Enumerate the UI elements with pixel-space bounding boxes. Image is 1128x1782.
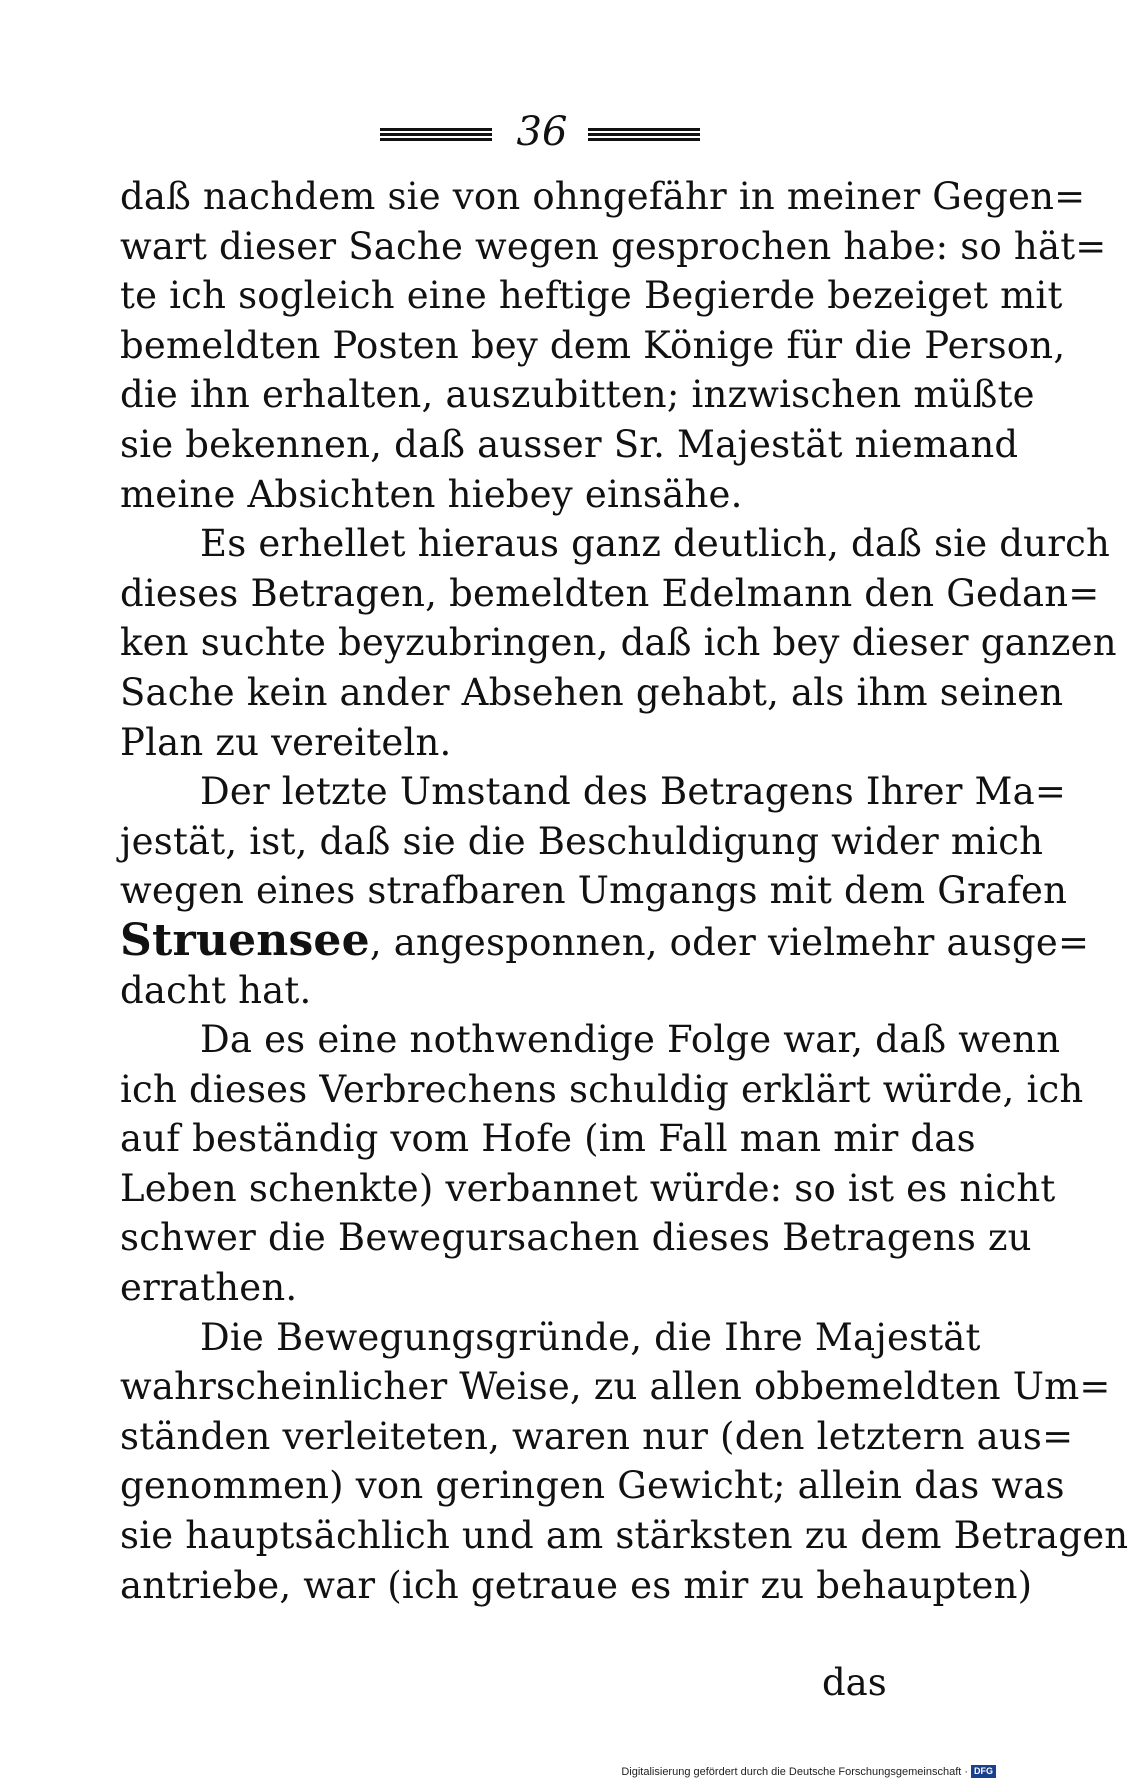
name-struensee: Struensee	[120, 914, 370, 966]
text-line: daß nachdem sie von ohngefähr in meiner Gegen=	[120, 175, 1086, 218]
text-line: genommen) von geringen Gewicht; allein das was	[120, 1464, 1065, 1508]
text-line: Die Bewegungsgründe, die Ihre Majestät	[200, 1315, 981, 1359]
text-line-rest: , angesponnen, oder vielmehr ausge=	[369, 920, 1090, 964]
page-header	[380, 108, 700, 158]
text-line: ständen verleiteten, waren nur (den letztern aus=	[120, 1414, 1074, 1458]
text-line: sie hauptsächlich und am stärksten zu dem Betragen	[120, 1514, 1128, 1558]
text-line: te ich sogleich eine heftige Begierde bezeiget mit	[120, 274, 1063, 318]
text-line: dieses Betragen, bemeldten Edelmann den Gedan=	[120, 571, 1100, 615]
text-line: errathen.	[120, 1266, 298, 1310]
text-line: Es erhellet hieraus ganz deutlich, daß sie durch	[200, 522, 1111, 566]
text-line: ken suchte beyzubringen, daß ich bey dieser ganzen	[120, 621, 1117, 665]
decorative-rule-left	[380, 128, 492, 142]
catchword: das	[822, 1661, 887, 1704]
text-line: Leben schenkte) verbannet würde: so ist es nicht	[120, 1166, 1056, 1210]
text-line-struensee	[120, 914, 1090, 966]
text-line: dacht hat.	[120, 968, 312, 1012]
text-line: jestät, ist, daß sie die Beschuldigung wider mich	[120, 819, 1044, 863]
text-line: meine Absichten hiebey einsähe.	[120, 472, 743, 516]
footer-separator: ·	[964, 1765, 968, 1778]
text-line: schwer die Bewegursachen dieses Betragens zu	[120, 1216, 1032, 1260]
text-line: wahrscheinlicher Weise, zu allen obbemeldten Um=	[120, 1365, 1111, 1409]
text-line: Der letzte Umstand des Betragens Ihrer Ma=	[200, 770, 1067, 814]
text-line: auf beständig vom Hofe (im Fall man mir das	[120, 1117, 976, 1161]
text-line: sie bekennen, daß ausser Sr. Majestät niemand	[120, 422, 1019, 466]
body-text	[120, 172, 1128, 1610]
dfg-logo-icon: DFG	[971, 1765, 996, 1778]
text-line: die ihn erhalten, auszubitten; inzwischen müßte	[120, 373, 1035, 417]
text-line: bemeldten Posten bey dem Könige für die Person,	[120, 323, 1066, 367]
decorative-rule-right	[588, 128, 700, 142]
text-line: Da es eine nothwendige Folge war, daß wenn	[200, 1018, 1061, 1062]
text-line: wart dieser Sache wegen gesprochen habe: so hät=	[120, 224, 1107, 268]
text-line: Plan zu vereiteln.	[120, 720, 452, 764]
page-number: 36	[516, 109, 568, 155]
text-line: antriebe, war (ich getraue es mir zu behaupten)	[120, 1563, 1033, 1607]
text-line: wegen eines strafbaren Umgangs mit dem Grafen	[120, 869, 1068, 913]
text-line: Sache kein ander Absehen gehabt, als ihm seinen	[120, 670, 1064, 714]
text-line: ich dieses Verbrechens schuldig erklärt würde, ich	[120, 1067, 1084, 1111]
digitization-footer	[621, 1765, 996, 1778]
footer-credit: Digitalisierung gefördert durch die Deutsche Forschungsgemeinschaft	[621, 1765, 962, 1778]
